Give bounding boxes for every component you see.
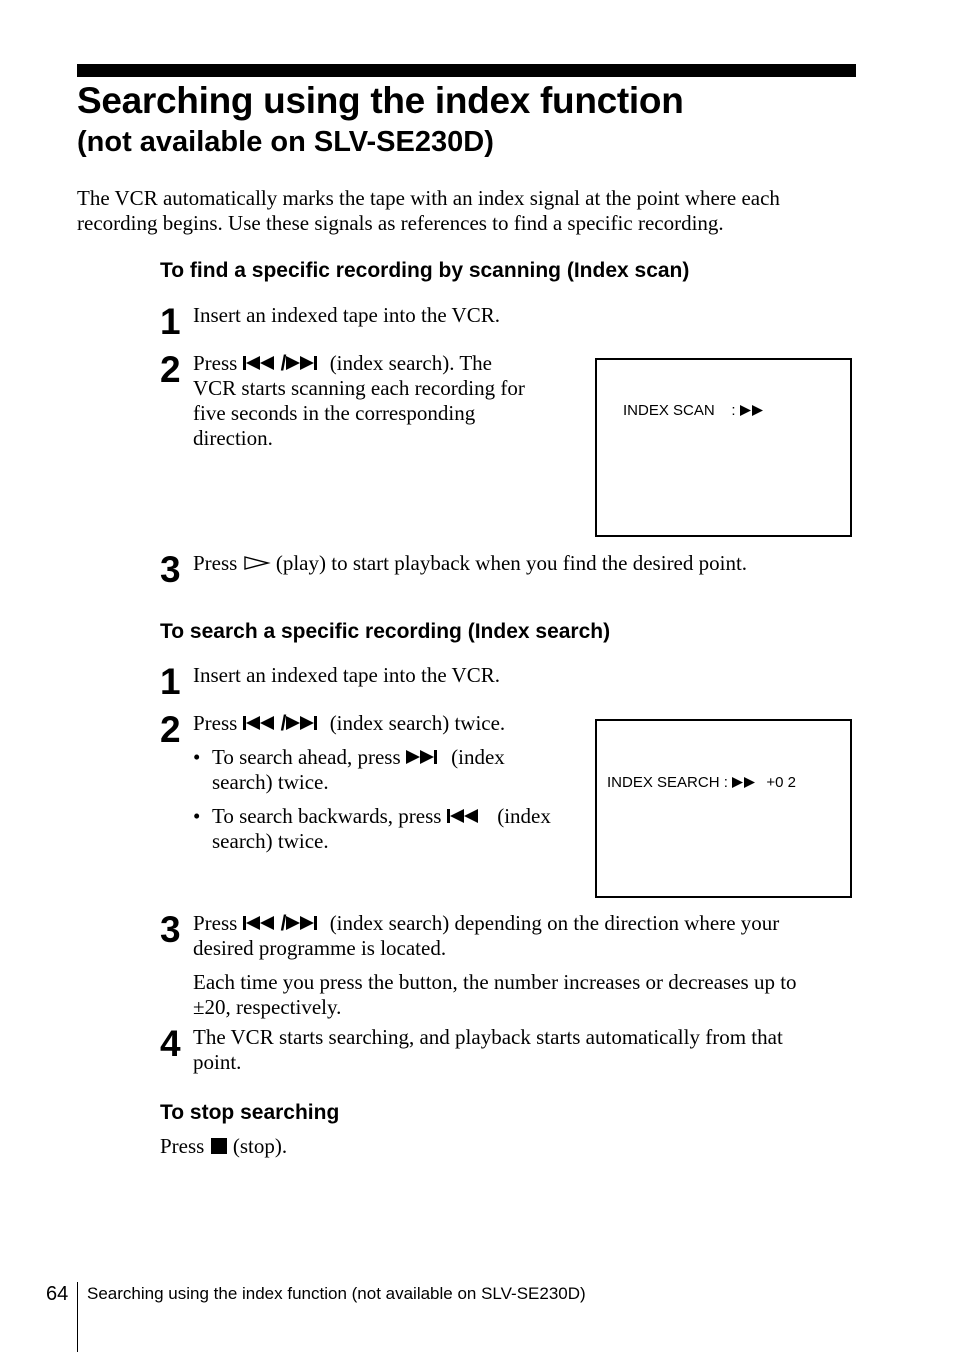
prev-index-icon	[243, 715, 281, 731]
step-number: 1	[160, 301, 181, 342]
top-rule	[77, 64, 856, 77]
page-number: 64	[46, 1283, 69, 1305]
stop-text: Press (stop).	[160, 1134, 288, 1158]
fast-forward-icon	[732, 777, 758, 788]
osd-text: INDEX SCAN :	[623, 402, 764, 419]
intro-line: recording begins. Use these signals as references to find a specific recording.	[77, 211, 724, 235]
intro-paragraph	[77, 186, 780, 236]
footer-text: Searching using the index function (not available on SLV-SE230D)	[87, 1284, 586, 1303]
step-text: Insert an indexed tape into the VCR.	[193, 663, 500, 687]
bullet-text: To search ahead, press (index search) twice.	[212, 745, 505, 794]
index-scan-heading: To find a specific recording by scanning (Index scan)	[160, 259, 690, 282]
step-number: 4	[160, 1023, 181, 1064]
step-text: The VCR starts searching, and playback starts automatically from that point.	[193, 1025, 783, 1074]
step-number: 2	[160, 349, 181, 390]
prev-index-icon	[243, 915, 281, 931]
index-search-heading: To search a specific recording (Index search)	[160, 620, 611, 643]
step-text: Press (play) to start playback when you find the desired point.	[193, 551, 748, 575]
step-text: Press / (index search) twice.	[193, 711, 506, 735]
bullet-dot: •	[193, 745, 201, 769]
step-text: Press / (index search) depending on the direction where your desired programme is located. Each time you press the button, the number increases or decreases up to ±20, respectively.	[193, 911, 797, 1019]
step-number: 2	[160, 709, 181, 750]
step-number: 3	[160, 909, 181, 950]
page-subtitle: (not available on SLV-SE230D)	[77, 126, 494, 158]
step-number: 1	[160, 661, 181, 702]
prev-index-icon	[447, 808, 487, 824]
page-title: Searching using the index function	[77, 80, 684, 121]
bullet-text: To search backwards, press (index search) twice.	[212, 804, 551, 853]
step-text: Insert an indexed tape into the VCR.	[193, 303, 500, 327]
prev-index-icon	[243, 355, 281, 371]
stop-icon	[210, 1138, 228, 1154]
next-index-icon	[286, 915, 324, 931]
step-text: Press / (index search). The VCR starts scanning each recording for five seconds in the corresponding direction.	[193, 351, 525, 450]
intro-line: The VCR automatically marks the tape with an index signal at the point where each	[77, 186, 780, 210]
fast-forward-icon	[740, 405, 764, 416]
next-index-icon	[406, 749, 446, 765]
next-index-icon	[286, 355, 324, 371]
next-index-icon	[286, 715, 324, 731]
index-scan-screen	[595, 358, 852, 537]
bullet-dot: •	[193, 804, 201, 828]
stop-heading: To stop searching	[160, 1101, 340, 1124]
footer-divider	[77, 1282, 78, 1352]
osd-text: INDEX SEARCH : +0 2	[607, 774, 796, 791]
step-number: 3	[160, 549, 181, 590]
play-icon	[243, 555, 271, 571]
index-search-screen	[595, 719, 852, 898]
